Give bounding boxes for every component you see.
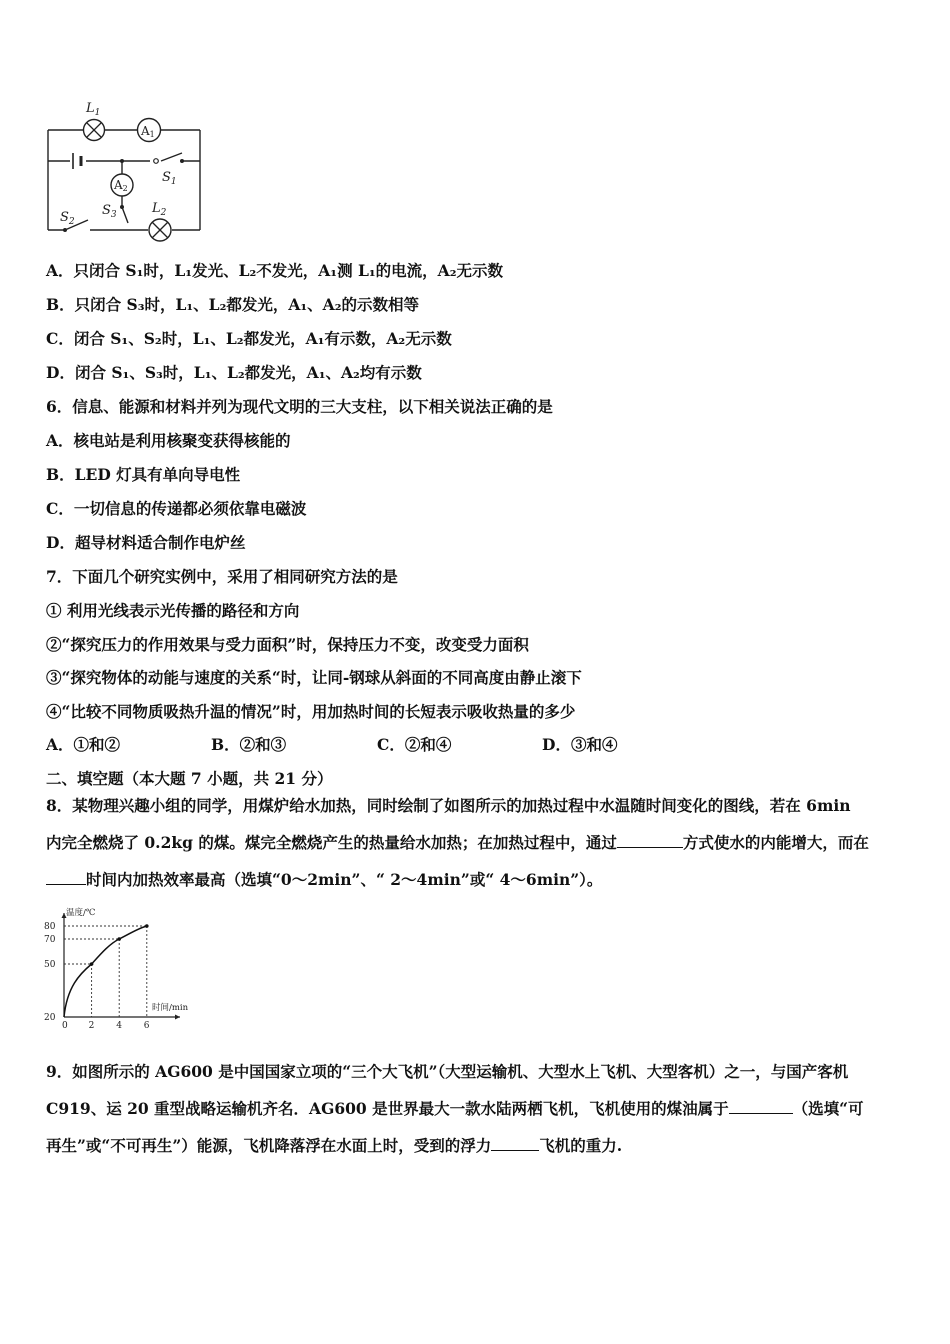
q9-blank-2[interactable] xyxy=(491,1136,539,1151)
svg-text:A1: A1 xyxy=(141,124,155,139)
label-s1: S xyxy=(162,170,171,185)
x-tick-6: 6 xyxy=(143,1021,150,1030)
lamp-l2-icon xyxy=(149,219,171,241)
y-axis-label: 温度/℃ xyxy=(66,908,96,918)
q7-option-b: B．②和③ xyxy=(211,735,287,754)
x-tick-0: 0 xyxy=(62,1021,68,1030)
x-tick-4: 4 xyxy=(116,1021,122,1030)
q9-blank-1[interactable] xyxy=(729,1099,793,1114)
x-tick-2: 2 xyxy=(88,1021,95,1030)
svg-text:S1: $S_1$ xyxy=(162,170,177,187)
label-l2: L xyxy=(152,201,161,216)
q8-line-2: 内完全燃烧了 0.2kg 的煤。煤完全燃烧产生的热量给水加热；在加热过程中，通过 方式使水的内能增大，而在 xyxy=(46,833,869,852)
series-line xyxy=(64,926,147,1017)
q6-option-b: B．LED 灯具有单向导电性 xyxy=(46,465,241,484)
q9-line-1: 9．如图所示的 AG600 是中国国家立项的“三个大飞机”（大型运输机、大型水上飞机、大型客机）之一，与国产客机 xyxy=(46,1062,849,1081)
svg-text:L1: $L_1$ xyxy=(86,101,101,118)
q8-line-3: 时间内加热效率最高（选填“0～2min”、“ 2～4min”或“ 4～6min”）。 xyxy=(46,870,602,890)
label-a2: A xyxy=(114,178,123,192)
temperature-time-chart xyxy=(42,905,202,1030)
q7-item-3: ③“探究物体的动能与速度的关系“时，让同-钢球从斜面的不同高度由静止滚下 xyxy=(46,668,582,687)
q9-line-2: C919、运 20 重型战略运输机齐名．AG600 是世界最大一款水陆两栖飞机，飞机使用的煤油属于 （选填“可 xyxy=(46,1099,864,1118)
x-axis-label: 时间/min xyxy=(152,1003,189,1013)
label-a1: A xyxy=(141,124,150,138)
data-point-6 xyxy=(145,924,149,928)
label-s2: S xyxy=(60,210,69,225)
section-2-heading: 二、填空题（本大题 7 小题，共 21 分） xyxy=(46,769,333,788)
data-point-4 xyxy=(117,937,121,941)
q5-option-b: B．只闭合 S₃时，L₁、L₂都发光，A₁、A₂的示数相等 xyxy=(46,295,419,314)
data-point-2 xyxy=(90,962,94,966)
q8-blank-2[interactable] xyxy=(46,870,86,885)
q8-blank-1[interactable] xyxy=(617,833,683,848)
y-tick-70: 70 xyxy=(44,935,56,945)
q7-item-2: ②“探究压力的作用效果与受力面积”时，保持压力不变，改变受力面积 xyxy=(46,635,529,654)
q6-option-d: D．超导材料适合制作电炉丝 xyxy=(46,533,246,552)
svg-text:S2: $S_2$ xyxy=(60,210,75,227)
svg-text:S3: $S_3$ xyxy=(102,203,117,220)
label-s3: S xyxy=(102,203,111,218)
q8-line-1: 8．某物理兴趣小组的同学，用煤炉给水加热，同时绘制了如图所示的加热过程中水温随时间变化的图线，若在 6min xyxy=(46,796,851,815)
circuit-diagram xyxy=(40,95,210,245)
q6-stem: 6．信息、能源和材料并列为现代文明的三大支柱，以下相关说法正确的是 xyxy=(46,397,553,416)
q7-item-1: ① 利用光线表示光传播的路径和方向 xyxy=(46,601,300,620)
q7-option-a: A．①和② xyxy=(46,735,121,754)
q5-option-c: C．闭合 S₁、S₂时，L₁、L₂都发光，A₁有示数，A₂无示数 xyxy=(46,329,452,348)
q7-options xyxy=(46,735,617,755)
x-axis-arrow xyxy=(175,1015,180,1020)
q7-stem: 7．下面几个研究实例中，采用了相同研究方法的是 xyxy=(46,567,398,586)
y-tick-50: 50 xyxy=(44,960,56,970)
q5-option-a: A．只闭合 S₁时，L₁发光、L₂不发光，A₁测 L₁的电流，A₂无示数 xyxy=(46,261,503,280)
label-l1: L xyxy=(86,101,95,116)
lamp-l1-icon xyxy=(84,120,105,141)
y-tick-20: 20 xyxy=(44,1013,56,1023)
q7-option-d: D．③和④ xyxy=(542,735,618,754)
q7-item-4: ④“比较不同物质吸热升温的情况”时，用加热时间的长短表示吸收热量的多少 xyxy=(46,702,576,721)
q7-option-c: C．②和④ xyxy=(377,735,452,754)
q9-line-3: 再生”或“不可再生”）能源，飞机降落浮在水面上时，受到的浮力 飞机的重力. xyxy=(46,1136,623,1155)
q6-option-a: A．核电站是利用核聚变获得核能的 xyxy=(46,431,291,450)
svg-text:L2: $L_2$ xyxy=(152,201,167,218)
y-tick-80: 80 xyxy=(44,922,56,932)
q5-option-d: D．闭合 S₁、S₃时，L₁、L₂都发光，A₁、A₂均有示数 xyxy=(46,363,422,382)
q6-option-c: C．一切信息的传递都必须依靠电磁波 xyxy=(46,499,307,518)
svg-text:A2: A2 xyxy=(114,178,128,193)
